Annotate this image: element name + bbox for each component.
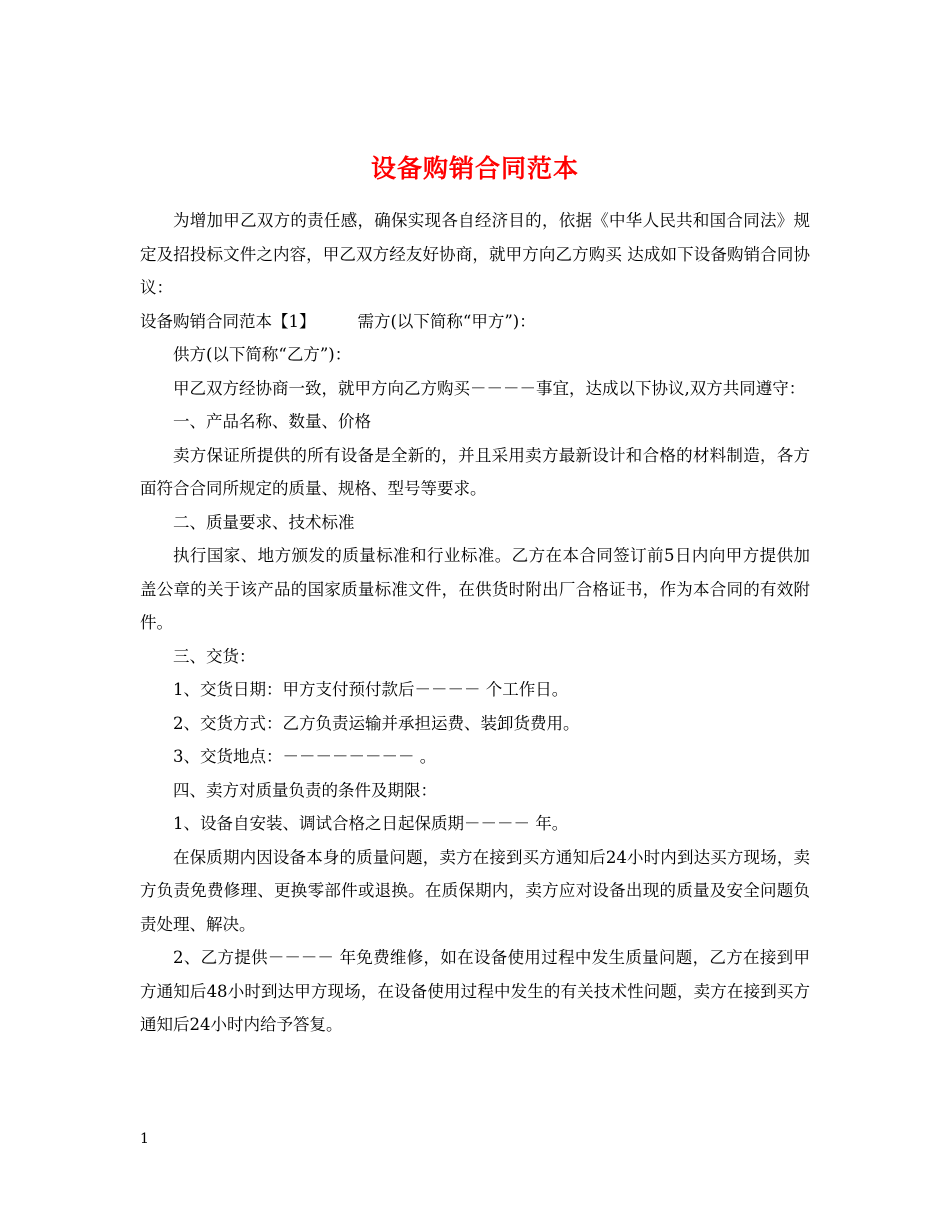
page-number: 1 [140, 1131, 149, 1147]
template-label: 设备购销合同范本【1】 [140, 311, 316, 331]
paragraph-agreement: 甲乙双方经协商一致，就甲方向乙方购买－－－－事宜，达成以下协议,双方共同遵守： [173, 378, 806, 398]
paragraph-party-b: 供方(以下简称“乙方”)： [173, 345, 352, 364]
list-item-warranty-period: 1、设备自安装、调试合格之日起保质期－－－－ 年。 [173, 814, 569, 833]
contract-body [140, 204, 810, 1042]
list-item-free-maintenance: 2、乙方提供－－－－ 年免费维修，如在设备使用过程中发生质量问题，乙方在接到甲方通知后48小时到达甲方现场，在设备使用过程中发生的有关技术性问题，卖方在接到买方通知后24小时内给予答复。 [140, 948, 810, 1034]
section-heading-product: 一、产品名称、数量、价格 [173, 412, 371, 431]
list-item-delivery-date: 1、交货日期：甲方支付预付款后－－－－ 个工作日。 [173, 680, 569, 699]
section-heading-warranty: 四、卖方对质量负责的条件及期限： [173, 780, 437, 800]
paragraph-template-heading [140, 305, 810, 339]
list-item-delivery-location: 3、交货地点：－－－－－－－－ 。 [173, 747, 437, 766]
section-heading-quality: 二、质量要求、技术标准 [173, 512, 355, 532]
paragraph-quality: 执行国家、地方颁发的质量标准和行业标准。乙方在本合同签订前5日内向甲方提供加盖公章的关于该产品的国家质量标准文件，在供货时附出厂合格证书，作为本合同的有效附件。 [140, 546, 810, 632]
paragraph-product: 卖方保证所提供的所有设备是全新的，并且采用卖方最新设计和合格的材料制造，各方面符合合同所规定的质量、规格、型号等要求。 [140, 445, 810, 498]
list-item-delivery-method: 2、交货方式：乙方负责运输并承担运费、装卸货费用。 [173, 713, 580, 733]
page-title: 设备购销合同范本 [370, 153, 579, 183]
paragraph-preamble: 为增加甲乙双方的责任感，确保实现各自经济目的，依据《中华人民共和国合同法》规定及招投标文件之内容，甲乙双方经友好协商，就甲方向乙方购买 达成如下设备购销合同协议： [140, 211, 810, 297]
party-a-label: 需方(以下简称“甲方”)： [357, 311, 536, 331]
section-heading-delivery: 三、交货： [173, 646, 256, 666]
paragraph-warranty-terms: 在保质期内因设备本身的质量问题，卖方在接到买方通知后24小时内到达买方现场，卖方负责免费修理、更换零部件或退换。在质保期内，卖方应对设备出现的质量及安全问题负责处理、解决。 [140, 847, 810, 934]
